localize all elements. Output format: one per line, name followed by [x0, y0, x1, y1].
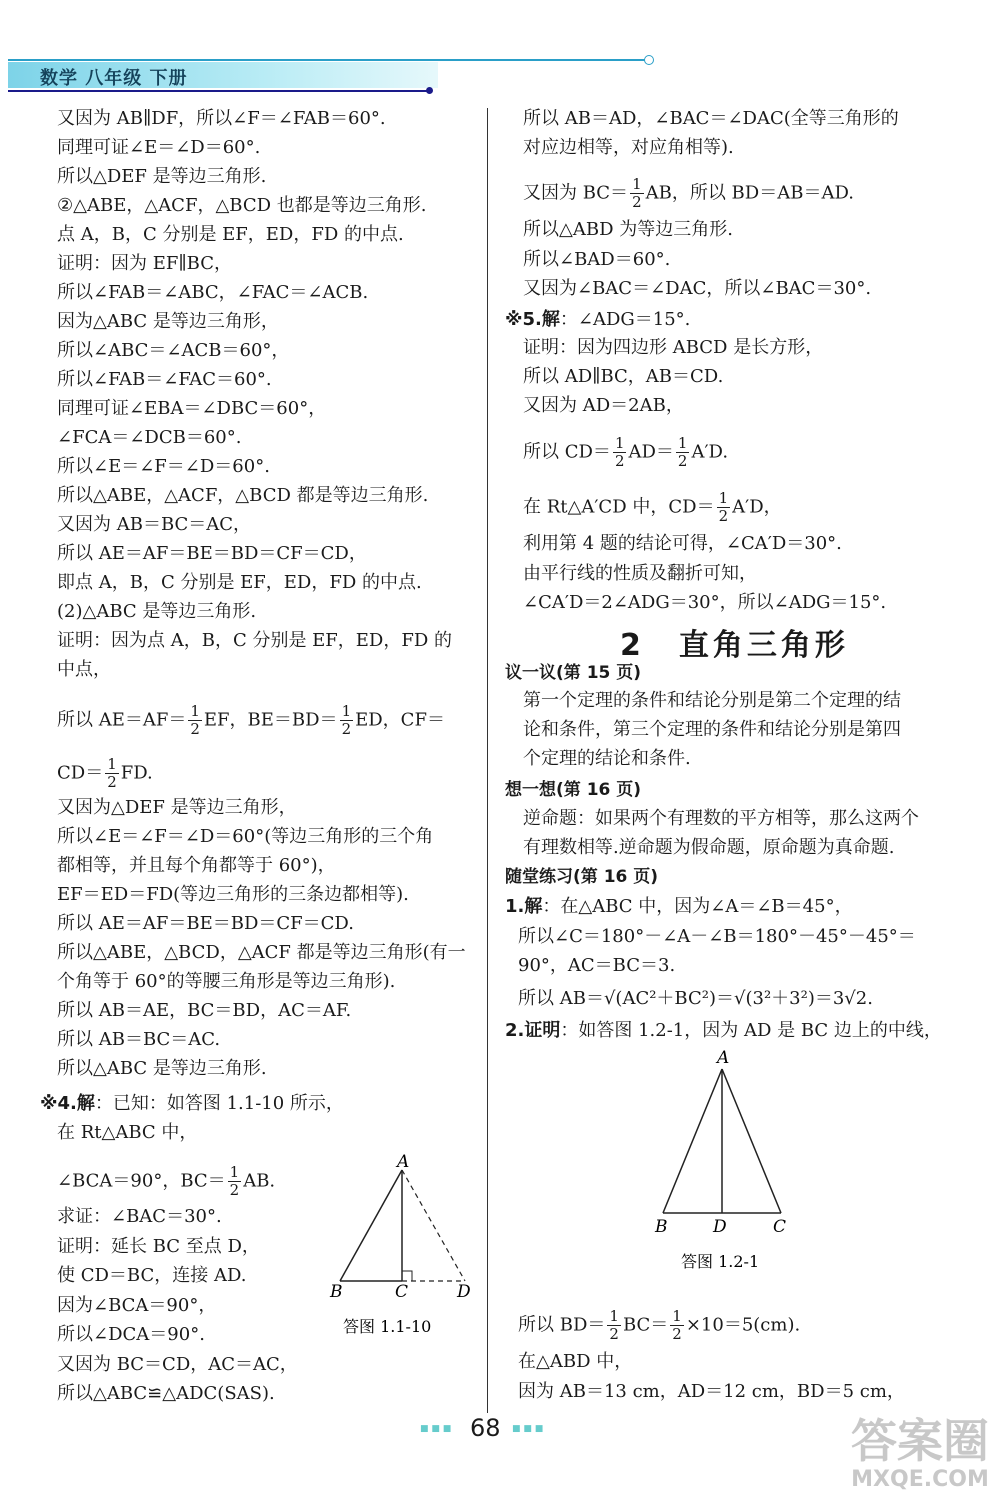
- text-line: 所以△ABC 是等边三角形.: [57, 1058, 267, 1079]
- frac-den: 2: [107, 773, 117, 791]
- text: AD＝: [628, 441, 674, 463]
- text-line: 所以∠E＝∠F＝∠D＝60°.: [57, 456, 270, 477]
- text-line: 第一个定理的条件和结论分别是第二个定理的结: [523, 690, 901, 711]
- text: 所以 BD＝: [518, 1314, 606, 1336]
- label-B: B: [655, 1217, 668, 1237]
- text-line: 中点，: [57, 659, 111, 680]
- text-line: 又因为 AD＝2AB，: [523, 395, 684, 416]
- text: A′D.: [691, 441, 729, 463]
- frac-den: 2: [341, 720, 352, 738]
- text-line: 所以∠FAB＝∠ABC，∠FAC＝∠ACB.: [57, 282, 369, 303]
- watermark-text: 答案圈: [851, 1414, 989, 1468]
- text-line: (2)△ABC 是等边三角形.: [57, 601, 257, 622]
- frac-num: 1: [107, 755, 117, 773]
- label-A: A: [717, 1048, 730, 1068]
- fraction-half: [613, 435, 627, 470]
- text-line: 使 CD＝BC，连接 AD.: [57, 1265, 247, 1286]
- text-line: 证明：因为四边形 ABCD 是长方形，: [523, 337, 824, 358]
- text-line: 所以△ABE，△BCD，△ACF 都是等边三角形(有一: [57, 942, 466, 963]
- practice-q1-line: 所以∠C＝180°－∠A－∠B＝180°－45°－45°＝: [518, 926, 916, 947]
- text: ：已知：如答图 1.1-10 所示，: [94, 1093, 344, 1114]
- label-C: C: [395, 1282, 409, 1302]
- figure-1-1-10: [325, 1150, 485, 1350]
- text-line: ②△ABE，△ACF，△BCD 也都是等边三角形.: [57, 195, 427, 216]
- label-A: A: [397, 1152, 410, 1172]
- q2-label: 2.证明: [505, 1020, 561, 1041]
- text-line: 有理数相等.逆命题为假命题，原命题为真命题.: [523, 837, 895, 858]
- frac-den: 2: [614, 452, 625, 470]
- text-line: 证明：延长 BC 至点 D，: [57, 1235, 260, 1257]
- header-bottom-rule: [8, 90, 428, 92]
- text-line: 所以 AB＝BC＝AC.: [57, 1029, 221, 1050]
- text-line: 所以∠ABC＝∠ACB＝60°，: [57, 340, 290, 361]
- text-line: 又因为 BC＝CD，AC＝AC，: [57, 1353, 298, 1375]
- frac-num: 1: [229, 1163, 240, 1181]
- edge-AD-dashed: [402, 1170, 465, 1281]
- text-line: 所以 AB＝AD，∠BAC＝∠DAC(全等三角形的: [523, 108, 899, 129]
- label-D: D: [713, 1217, 727, 1237]
- text-line: 都相等，并且每个角都等于 60°)，: [57, 855, 336, 876]
- text-line: 同理可证∠E＝∠D＝60°.: [57, 137, 261, 158]
- frac-num: 1: [609, 1307, 619, 1325]
- section-title: 2 直角三角形: [620, 628, 849, 663]
- q5-heading: [505, 309, 690, 331]
- q1-label: 1.解: [505, 896, 543, 917]
- frac-den: 2: [632, 193, 642, 211]
- text-line: 证明：因为 EF∥BC，: [57, 253, 232, 274]
- practice-q2-fraction-line: [518, 1308, 800, 1343]
- text: FD.: [120, 762, 153, 784]
- frac-den: 2: [609, 1325, 619, 1343]
- text-line: 由平行线的性质及翻折可知，: [523, 562, 757, 584]
- fraction-half: [717, 490, 731, 525]
- text-line: 因为∠BCA＝90°，: [57, 1294, 217, 1316]
- fraction-half: [105, 756, 119, 791]
- text-line: 所以∠E＝∠F＝∠D＝60°(等边三角形的三个角: [57, 826, 434, 847]
- header-rule-dot: [644, 55, 654, 65]
- q4-line: 在 Rt△ABC 中，: [57, 1122, 198, 1143]
- text: BC＝: [622, 1314, 669, 1336]
- left-fraction-line-1: [57, 703, 445, 738]
- text-line: 所以△DEF 是等边三角形.: [57, 166, 267, 187]
- text: ：在△ABC 中，因为∠A＝∠B＝45°，: [542, 896, 853, 917]
- right-fraction-line: [523, 176, 854, 211]
- frac-den: 2: [718, 507, 729, 525]
- edge-AB: [340, 1170, 402, 1281]
- header-bottom-dot: [426, 87, 433, 94]
- frac-num: 1: [614, 434, 625, 452]
- text-line: 因为△ABC 是等边三角形，: [57, 311, 279, 332]
- text-line: 所以△ABD 为等边三角形.: [523, 219, 733, 240]
- text: 所以 CD＝: [523, 441, 611, 463]
- practice-q1-line: 所以 AB＝√(AC²＋BC²)＝√(3²＋3²)＝3√2.: [518, 988, 873, 1009]
- watermark-url: MXQE.COM: [851, 1467, 989, 1492]
- left-fraction-line-2: [57, 756, 153, 791]
- text-line: 对应边相等，对应角相等).: [523, 137, 734, 158]
- practice-q2-line: [505, 1020, 942, 1042]
- fraction-half: [676, 435, 690, 470]
- frac-num: 1: [718, 489, 729, 507]
- figure-caption: 答图 1.1-10: [343, 1317, 432, 1336]
- text-line: 点 A，B，C 分别是 EF，ED，FD 的中点.: [57, 224, 404, 245]
- header-top-rule: [8, 59, 648, 61]
- fraction-half: [607, 1308, 621, 1343]
- label-C: C: [773, 1217, 787, 1237]
- text: 所以 AE＝AF＝: [57, 709, 187, 731]
- fraction-half: [228, 1164, 242, 1199]
- text: CD＝: [57, 762, 104, 784]
- q4-fraction-line: [57, 1164, 275, 1199]
- right-angle-mark: [402, 1271, 412, 1281]
- text-line: 所以 AE＝AF＝BE＝BD＝CF＝CD.: [57, 913, 354, 934]
- text-line: 证明：因为点 A，B，C 分别是 EF，ED，FD 的: [57, 630, 453, 651]
- text-line: 所以∠BAD＝60°.: [523, 248, 671, 270]
- text: 在 Rt△A′CD 中，CD＝: [523, 496, 715, 518]
- fraction-half: [630, 176, 644, 211]
- text-line: 论和条件，第三个定理的条件和结论分别是第四: [523, 719, 901, 740]
- text-line: 个定理的结论和条件.: [523, 748, 691, 769]
- text-line: 个角等于 60°的等腰三角形是等边三角形).: [57, 971, 396, 992]
- text-line: ∠CA′D＝2∠ADG＝30°，所以∠ADG＝15°.: [523, 592, 887, 613]
- text-line: 又因为△DEF 是等边三角形，: [57, 797, 297, 818]
- header-title: 数学 八年级 下册: [40, 68, 188, 89]
- fraction-half: [670, 1308, 684, 1343]
- practice-q1-line: 90°，AC＝BC＝3.: [518, 955, 676, 976]
- fraction-half: [188, 703, 202, 738]
- q4-label: ※4.解: [40, 1093, 95, 1114]
- practice-q2-line: 在△ABD 中，: [518, 1351, 633, 1372]
- text-line: 所以△ABC≌△ADC(SAS).: [57, 1383, 275, 1404]
- q5-fraction-line-2: [523, 490, 782, 525]
- figure-caption: 答图 1.2-1: [681, 1252, 760, 1271]
- column-divider: [487, 108, 488, 1413]
- text-line: 又因为∠BAC＝∠DAC，所以∠BAC＝30°.: [523, 278, 872, 299]
- edge-AC: [722, 1069, 781, 1213]
- frac-den: 2: [229, 1181, 240, 1199]
- text: 又因为 BC＝: [523, 182, 629, 204]
- frac-den: 2: [190, 720, 200, 738]
- frac-num: 1: [632, 175, 642, 193]
- watermark-logo: [840, 1416, 1000, 1504]
- text: ×10＝5(cm).: [685, 1314, 801, 1336]
- text: AB.: [243, 1170, 276, 1192]
- practice-q1-line: [505, 896, 853, 918]
- text-line: 所以∠FAB＝∠FAC＝60°.: [57, 369, 272, 390]
- frac-num: 1: [672, 1307, 682, 1325]
- q5-label: ※5.解: [505, 309, 560, 330]
- frac-den: 2: [677, 452, 688, 470]
- text-line: 逆命题：如果两个有理数的平方相等，那么这两个: [523, 808, 919, 829]
- page-number: 68: [470, 1414, 501, 1442]
- text-line: 利用第 4 题的结论可得，∠CA′D＝30°.: [523, 533, 842, 554]
- page-header: [0, 52, 660, 92]
- text-line: 又因为 AB＝BC＝AC，: [57, 514, 252, 535]
- practice-q2-line: 因为 AB＝13 cm，AD＝12 cm，BD＝5 cm，: [518, 1381, 905, 1402]
- edge-AB: [663, 1069, 722, 1213]
- text: ：∠ADG＝15°.: [559, 309, 691, 330]
- discuss-heading: 议一议(第 15 页): [505, 663, 642, 683]
- text: ∠BCA＝90°，BC＝: [57, 1170, 226, 1192]
- text-line: 所以 AB＝AE，BC＝BD，AC＝AF.: [57, 1000, 352, 1021]
- page-number-deco-left: ■ ■ ■: [420, 1424, 452, 1434]
- text-line: 所以△ABE，△ACF，△BCD 都是等边三角形.: [57, 485, 429, 506]
- think-heading: 想一想(第 16 页): [505, 780, 642, 800]
- text: ：如答图 1.2-1，因为 AD 是 BC 边上的中线，: [560, 1020, 942, 1041]
- frac-den: 2: [672, 1325, 682, 1343]
- text-line: 所以 AE＝AF＝BE＝BD＝CF＝CD，: [57, 543, 367, 564]
- label-D: D: [457, 1282, 471, 1302]
- text: ED，CF＝: [355, 709, 445, 731]
- frac-num: 1: [341, 702, 352, 720]
- text-line: 所以 AD∥BC，AB＝CD.: [523, 366, 724, 387]
- text: A′D，: [732, 496, 782, 518]
- label-B: B: [330, 1282, 343, 1302]
- text-line: 又因为 AB∥DF，所以∠F＝∠FAB＝60°.: [57, 108, 386, 129]
- text-line: 即点 A，B，C 分别是 EF，ED，FD 的中点.: [57, 572, 422, 593]
- page-number-deco-right: ■ ■ ■: [512, 1424, 544, 1434]
- text-line: ∠FCA＝∠DCB＝60°.: [57, 427, 242, 448]
- fraction-half: [340, 703, 354, 738]
- text-line: 求证：∠BAC＝30°.: [57, 1206, 222, 1227]
- text: EF，BE＝BD＝: [203, 709, 338, 731]
- practice-heading: 随堂练习(第 16 页): [505, 867, 659, 887]
- q5-fraction-line-1: [523, 435, 728, 470]
- frac-num: 1: [677, 434, 688, 452]
- text-line: EF＝ED＝FD(等边三角形的三条边都相等).: [57, 884, 409, 905]
- text-line: 所以∠DCA＝90°.: [57, 1324, 205, 1345]
- text: AB，所以 BD＝AB＝AD.: [645, 182, 854, 204]
- figure-1-2-1: [645, 1045, 805, 1275]
- text-line: 同理可证∠EBA＝∠DBC＝60°，: [57, 398, 327, 419]
- q4-heading: [40, 1093, 344, 1115]
- frac-num: 1: [190, 702, 200, 720]
